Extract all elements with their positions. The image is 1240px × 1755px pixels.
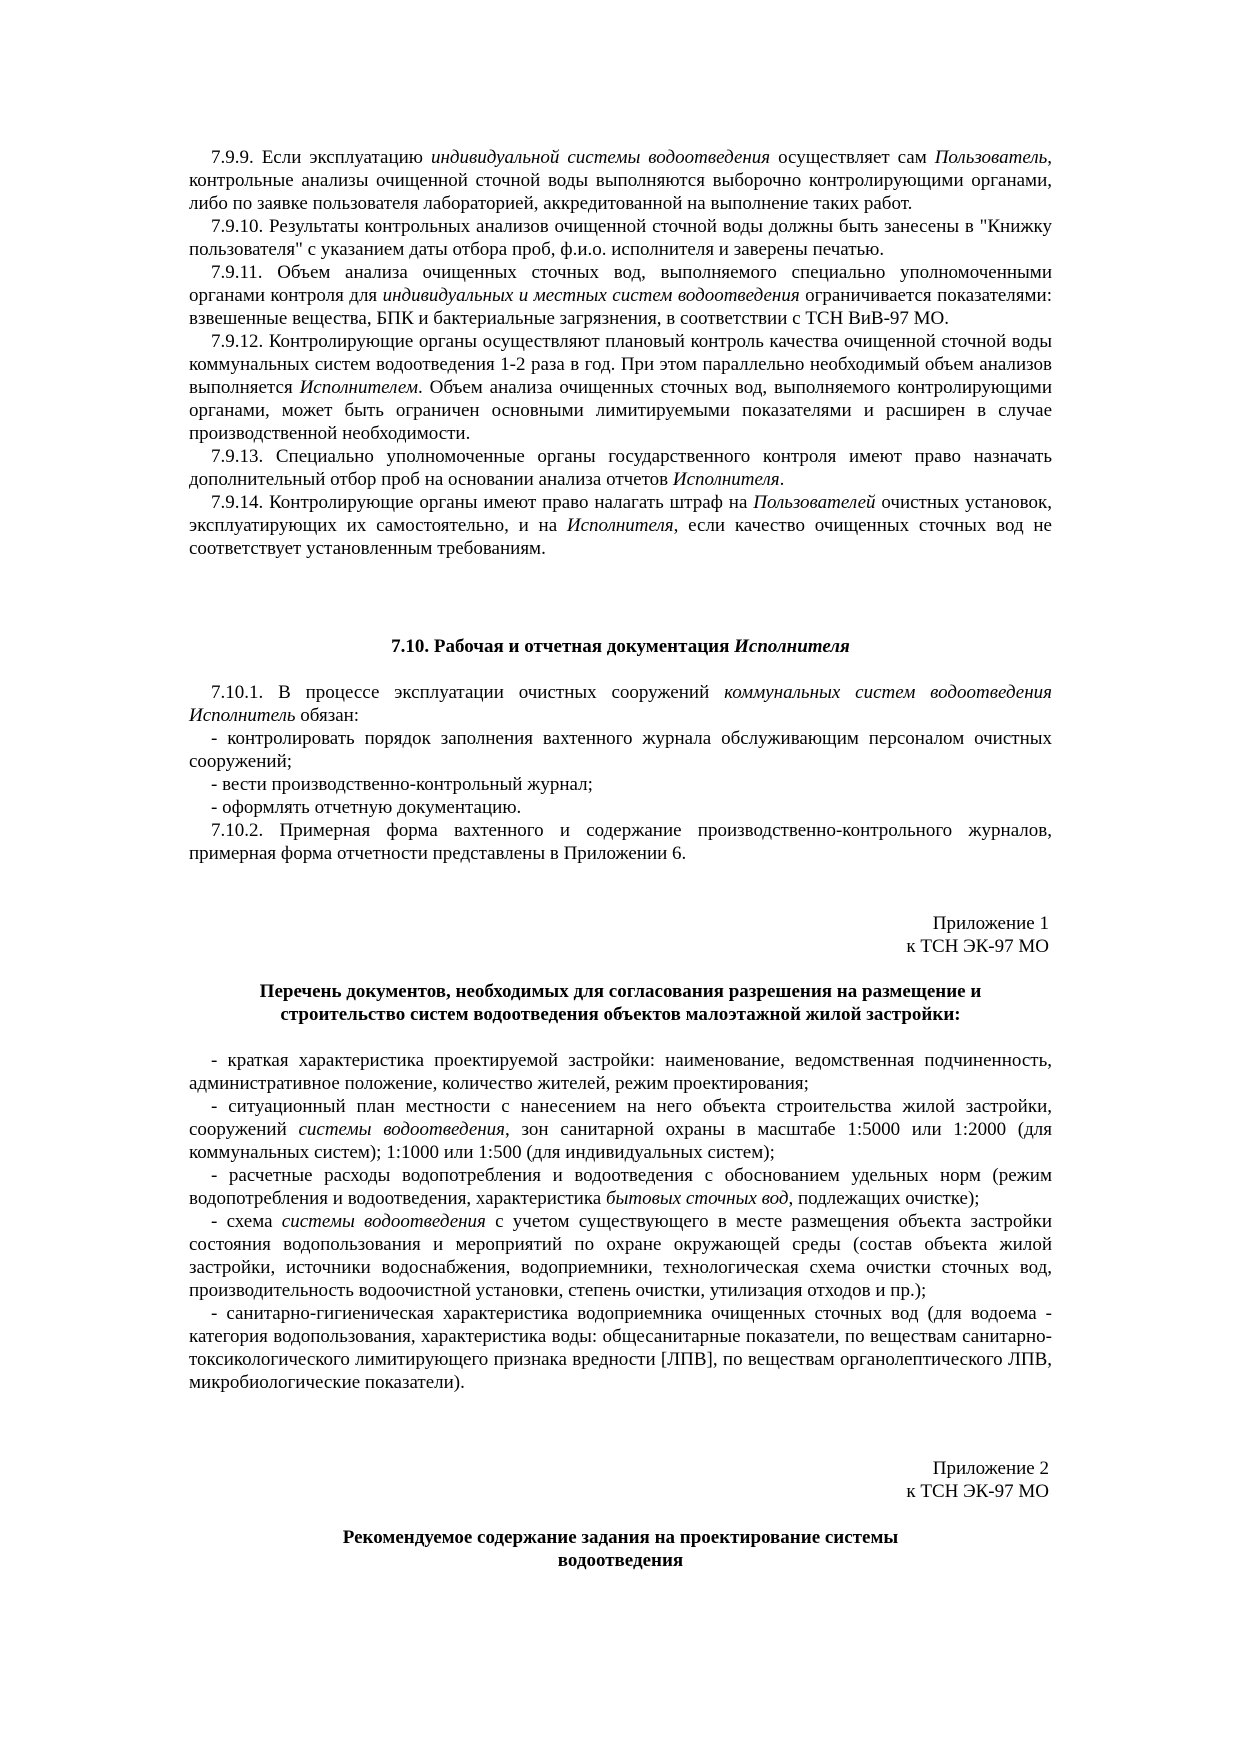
list-item: - ситуационный план местности с нанесением на него объекта строительства жилой застройки, сооружений системы водоотведения, зон санитарной охраны в масштабе 1:5000 или 1:2000 (для коммунальных систем); 1:1000 или 1:500 (для индивидуальных систем); <box>189 1096 1052 1163</box>
list-item: - оформлять отчетную документацию. <box>211 797 522 818</box>
list-item: - контролировать порядок заполнения вахтенного журнала обслуживающим персоналом очистных сооружений; <box>189 728 1052 772</box>
appendix-standard: к ТСН ЭК-97 МО <box>906 1481 1049 1502</box>
paragraph-7-9-11: 7.9.11. Объем анализа очищенных сточных вод, выполняемого специально уполномоченными органами контроля для индивидуальных и местных систем водоотведения ограничивается показателями: взвешенные вещества, БПК и бактериальные загрязнения, в соответствии с ТСН ВиВ-97 МО. <box>189 262 1052 329</box>
appendix-1-heading: Перечень документов, необходимых для согласования разрешения на размещение и строительство систем водоотведения объектов малоэтажной жилой застройки: <box>259 981 982 1025</box>
paragraph-7-10-1: 7.10.1. В процессе эксплуатации очистных сооружений коммунальных систем водоотведения Исполнитель обязан: <box>189 682 1052 726</box>
appendix-2-reference <box>189 1457 1052 1503</box>
list-item: - схема системы водоотведения с учетом существующего в месте размещения объекта застройки состояния водопользования и мероприятий по охране окружающей среды (состав объекта жилой застройки, источники водоснабжения, водоприемники, технологическая схема очистки сточных вод, производительность водоочистной установки, степень очистки, утилизация отходов и пр.); <box>189 1211 1052 1301</box>
section-7-10-body <box>189 681 1052 865</box>
list-item: - краткая характеристика проектируемой застройки: наименование, ведомственная подчиненность, административное положение, количество жителей, режим проектирования; <box>189 1050 1052 1094</box>
appendix-1-heading-block <box>209 980 1032 1026</box>
paragraph-7-10-2: 7.10.2. Примерная форма вахтенного и содержание производственно-контрольного журналов, примерная форма отчетности представлены в Приложении 6. <box>189 820 1052 864</box>
section-7-10 <box>189 635 1052 658</box>
appendix-2-heading: Рекомендуемое содержание задания на проектирование системы водоотведения <box>342 1527 899 1571</box>
appendix-1-reference <box>189 912 1052 958</box>
appendix-2-heading-block <box>189 1526 1052 1572</box>
list-item: - расчетные расходы водопотребления и водоотведения с обоснованием удельных норм (режим водопотребления и водоотведения, характеристика бытовых сточных вод, подлежащих очистке); <box>189 1165 1052 1209</box>
paragraph-7-9-14: 7.9.14. Контролирующие органы имеют право налагать штраф на Пользователей очистных установок, эксплуатирующих их самостоятельно, и на Исполнителя, если качество очищенных сточных вод не соответствует установленным требованиям. <box>189 492 1053 559</box>
paragraph-7-9-13: 7.9.13. Специально уполномоченные органы государственного контроля имеют право назначать дополнительный отбор проб на основании анализа отчетов Исполнителя. <box>189 446 1052 490</box>
paragraph-7-9-9: 7.9.9. Если эксплуатацию индивидуальной системы водоотведения осуществляет сам Пользователь, контрольные анализы очищенной сточной воды выполняются выборочно контролирующими органами, либо по заявке пользователя лабораторией, аккредитованной на выполнение таких работ. <box>189 147 1053 214</box>
section-7-9 <box>189 146 1052 560</box>
list-item: - санитарно-гигиеническая характеристика водоприемника очищенных сточных вод (для водоема - категория водопользования, характеристика воды: общесанитарные показатели, по веществам санитарно-токсикологического лимитирующего признака вредности [ЛПВ], по веществам органолептического ЛПВ, микробиологические показатели). <box>189 1303 1052 1393</box>
appendix-label: Приложение 2 <box>932 1458 1049 1479</box>
paragraph-7-9-10: 7.9.10. Результаты контрольных анализов очищенной сточной воды должны быть занесены в "Книжку пользователя" с указанием даты отбора проб, ф.и.о. исполнителя и заверены печатью. <box>189 216 1052 260</box>
appendix-1-list <box>189 1049 1052 1394</box>
section-heading-7-10: 7.10. Рабочая и отчетная документация Исполнителя <box>391 636 850 657</box>
appendix-label: Приложение 1 <box>932 913 1049 934</box>
appendix-standard: к ТСН ЭК-97 МО <box>906 936 1049 957</box>
paragraph-7-9-12: 7.9.12. Контролирующие органы осуществляют плановый контроль качества очищенной сточной воды коммунальных систем водоотведения 1-2 раза в год. При этом параллельно необходимый объем анализов выполняется Исполнителем. Объем анализа очищенных сточных вод, выполняемого контролирующими органами, может быть ограничен основными лимитируемыми показателями и расширен в случае производственной необходимости. <box>189 331 1053 444</box>
list-item: - вести производственно-контрольный журнал; <box>211 774 593 795</box>
